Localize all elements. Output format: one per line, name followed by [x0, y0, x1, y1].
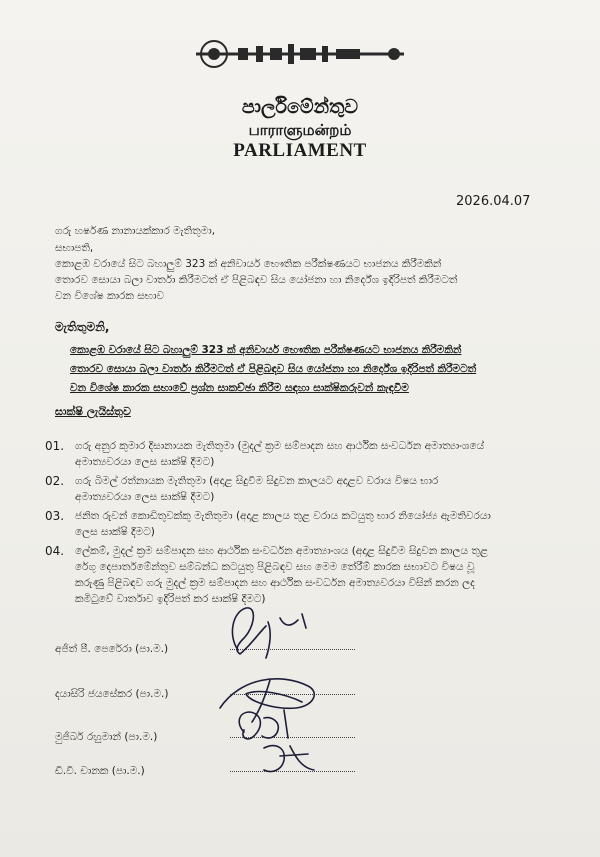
witness-number: 03.	[45, 509, 65, 523]
witness-text: රේගු දෙපාර්තමේන්තුව සම්බන්ධ කටයුතු පිළිබඳව සහ මෙම තේරීම් කාරක සභාවට විෂය වූ	[75, 561, 475, 573]
witness-text: ගරු බිමල් රත්නායක මැතිතුමා (අදාළ සිදුවීම සිදුවන කාලයට අදාළව වරාය විෂය භාර	[75, 475, 439, 487]
witness-item	[45, 473, 565, 505]
parliament-title-english: PARLIAMENT	[233, 140, 367, 161]
salutation: මැතිතුමනි,	[55, 320, 110, 334]
witness-text: ලෙස සාක්ෂි දීමට)	[75, 526, 155, 538]
letter-date: 2026.04.07	[456, 194, 531, 209]
witness-item	[45, 438, 565, 470]
witness-text: ලේකම්, මුදල් ක්‍රම සම්පාදන සහ ආර්ථික සංවර්ධන අමාත්‍යාංශය (අදාළ සිදුවීම සිදුවන කාලය තුළ	[75, 545, 488, 557]
signatory-name: දයාසිරි ජයසේකර (පා.ම.)	[55, 688, 169, 700]
witness-list-title: සාක්ෂි ලැයිස්තුව	[55, 405, 131, 418]
witness-text: අමාත්‍යවරයා ලෙස සාක්ෂි දීමට)	[75, 491, 215, 503]
witness-text: අමාත්‍යවරයා ලෙස සාක්ෂි දීමට)	[75, 456, 215, 468]
subject	[70, 341, 540, 398]
signatory-name: මුජිබර් රහුමාන් (පා.ම.)	[55, 731, 158, 743]
parliament-mace-emblem	[190, 36, 410, 72]
addressee-committee-line-2: තොරව සොයා බලා වාර්තා කිරීමටත් ඒ පිළිබඳව සිය යෝජනා හා නිර්දේශ ඉදිරිපත් කිරීමටත්	[55, 274, 458, 286]
handwritten-signatures	[210, 598, 360, 788]
subject-line-1: කොළඹ වරායේ සිට බහාලුම් 323 ක් අනිවාර්ය භෞතික පරීක්ෂණයට භාජනය කිරීමකින්	[70, 344, 462, 356]
addressee-committee-line-3: වන විශේෂ කාරක සභාව	[55, 290, 165, 302]
parliament-title-tamil: பாராளுமன்றம்	[248, 121, 352, 139]
addressee-committee-line-1: කොළඹ වරායේ සිට බහාලුම් 323 ක් අනිවාර්ය භෞතික පරීක්ෂණයට භාජනය කිරීමකින්	[55, 258, 442, 270]
witness-text: ගරු අනුර කුමාර දිසානායක මැතිතුමා (මුදල් ක්‍රම සම්පාදන සහ ආර්ථික සංවර්ධන අමාත්‍යාංශයේ	[75, 440, 485, 452]
witness-number: 04.	[45, 544, 65, 558]
signatory-name: අජිත් පී. පෙරේරා (පා.ම.)	[55, 643, 169, 655]
witness-text: කරුණු පිළිබඳව ගරු මුදල් ක්‍රම සම්පාදන සහ ආර්ථික සංවර්ධන අමාත්‍යවරයා විසින් කරන ලද	[75, 577, 475, 589]
witness-number: 01.	[45, 439, 65, 453]
parliament-title-sinhala: පාර්ලිමේන්තුව	[241, 96, 359, 118]
addressee-title: සභාපති,	[55, 242, 94, 254]
witness-text: කමිටුවේ වාර්තාව ඉදිරිපත් කර සාක්ෂි දීමට)	[75, 593, 266, 605]
witness-number: 02.	[45, 474, 65, 488]
addressee-name: ගරු හර්ෂණ නානායක්කාර මැතිතුමා,	[55, 225, 216, 237]
subject-line-2: තොරව සොයා බලා වාර්තා කිරීමටත් ඒ පිළිබඳව සිය යෝජනා හා නිර්දේශ ඉදිරිපත් කිරීමටත්	[70, 363, 477, 375]
signatory-name: ඩී.වී. චානක (පා.ම.)	[55, 765, 145, 777]
witness-item	[45, 508, 565, 540]
witness-text: ජනිත රුවන් කොඩිතුවක්කු මැතිතුමා (අදාළ කාලය තුළ වරාය කටයුතු භාර නියෝජ්‍ය ඇමතිවරයා	[75, 510, 491, 522]
subject-line-3: වන විශේෂ කාරක සභාවේ ප්‍රශ්න සාකච්ඡා කිරීම සඳහා සාක්ෂිකරුවන් කැඳවීම	[70, 382, 409, 394]
